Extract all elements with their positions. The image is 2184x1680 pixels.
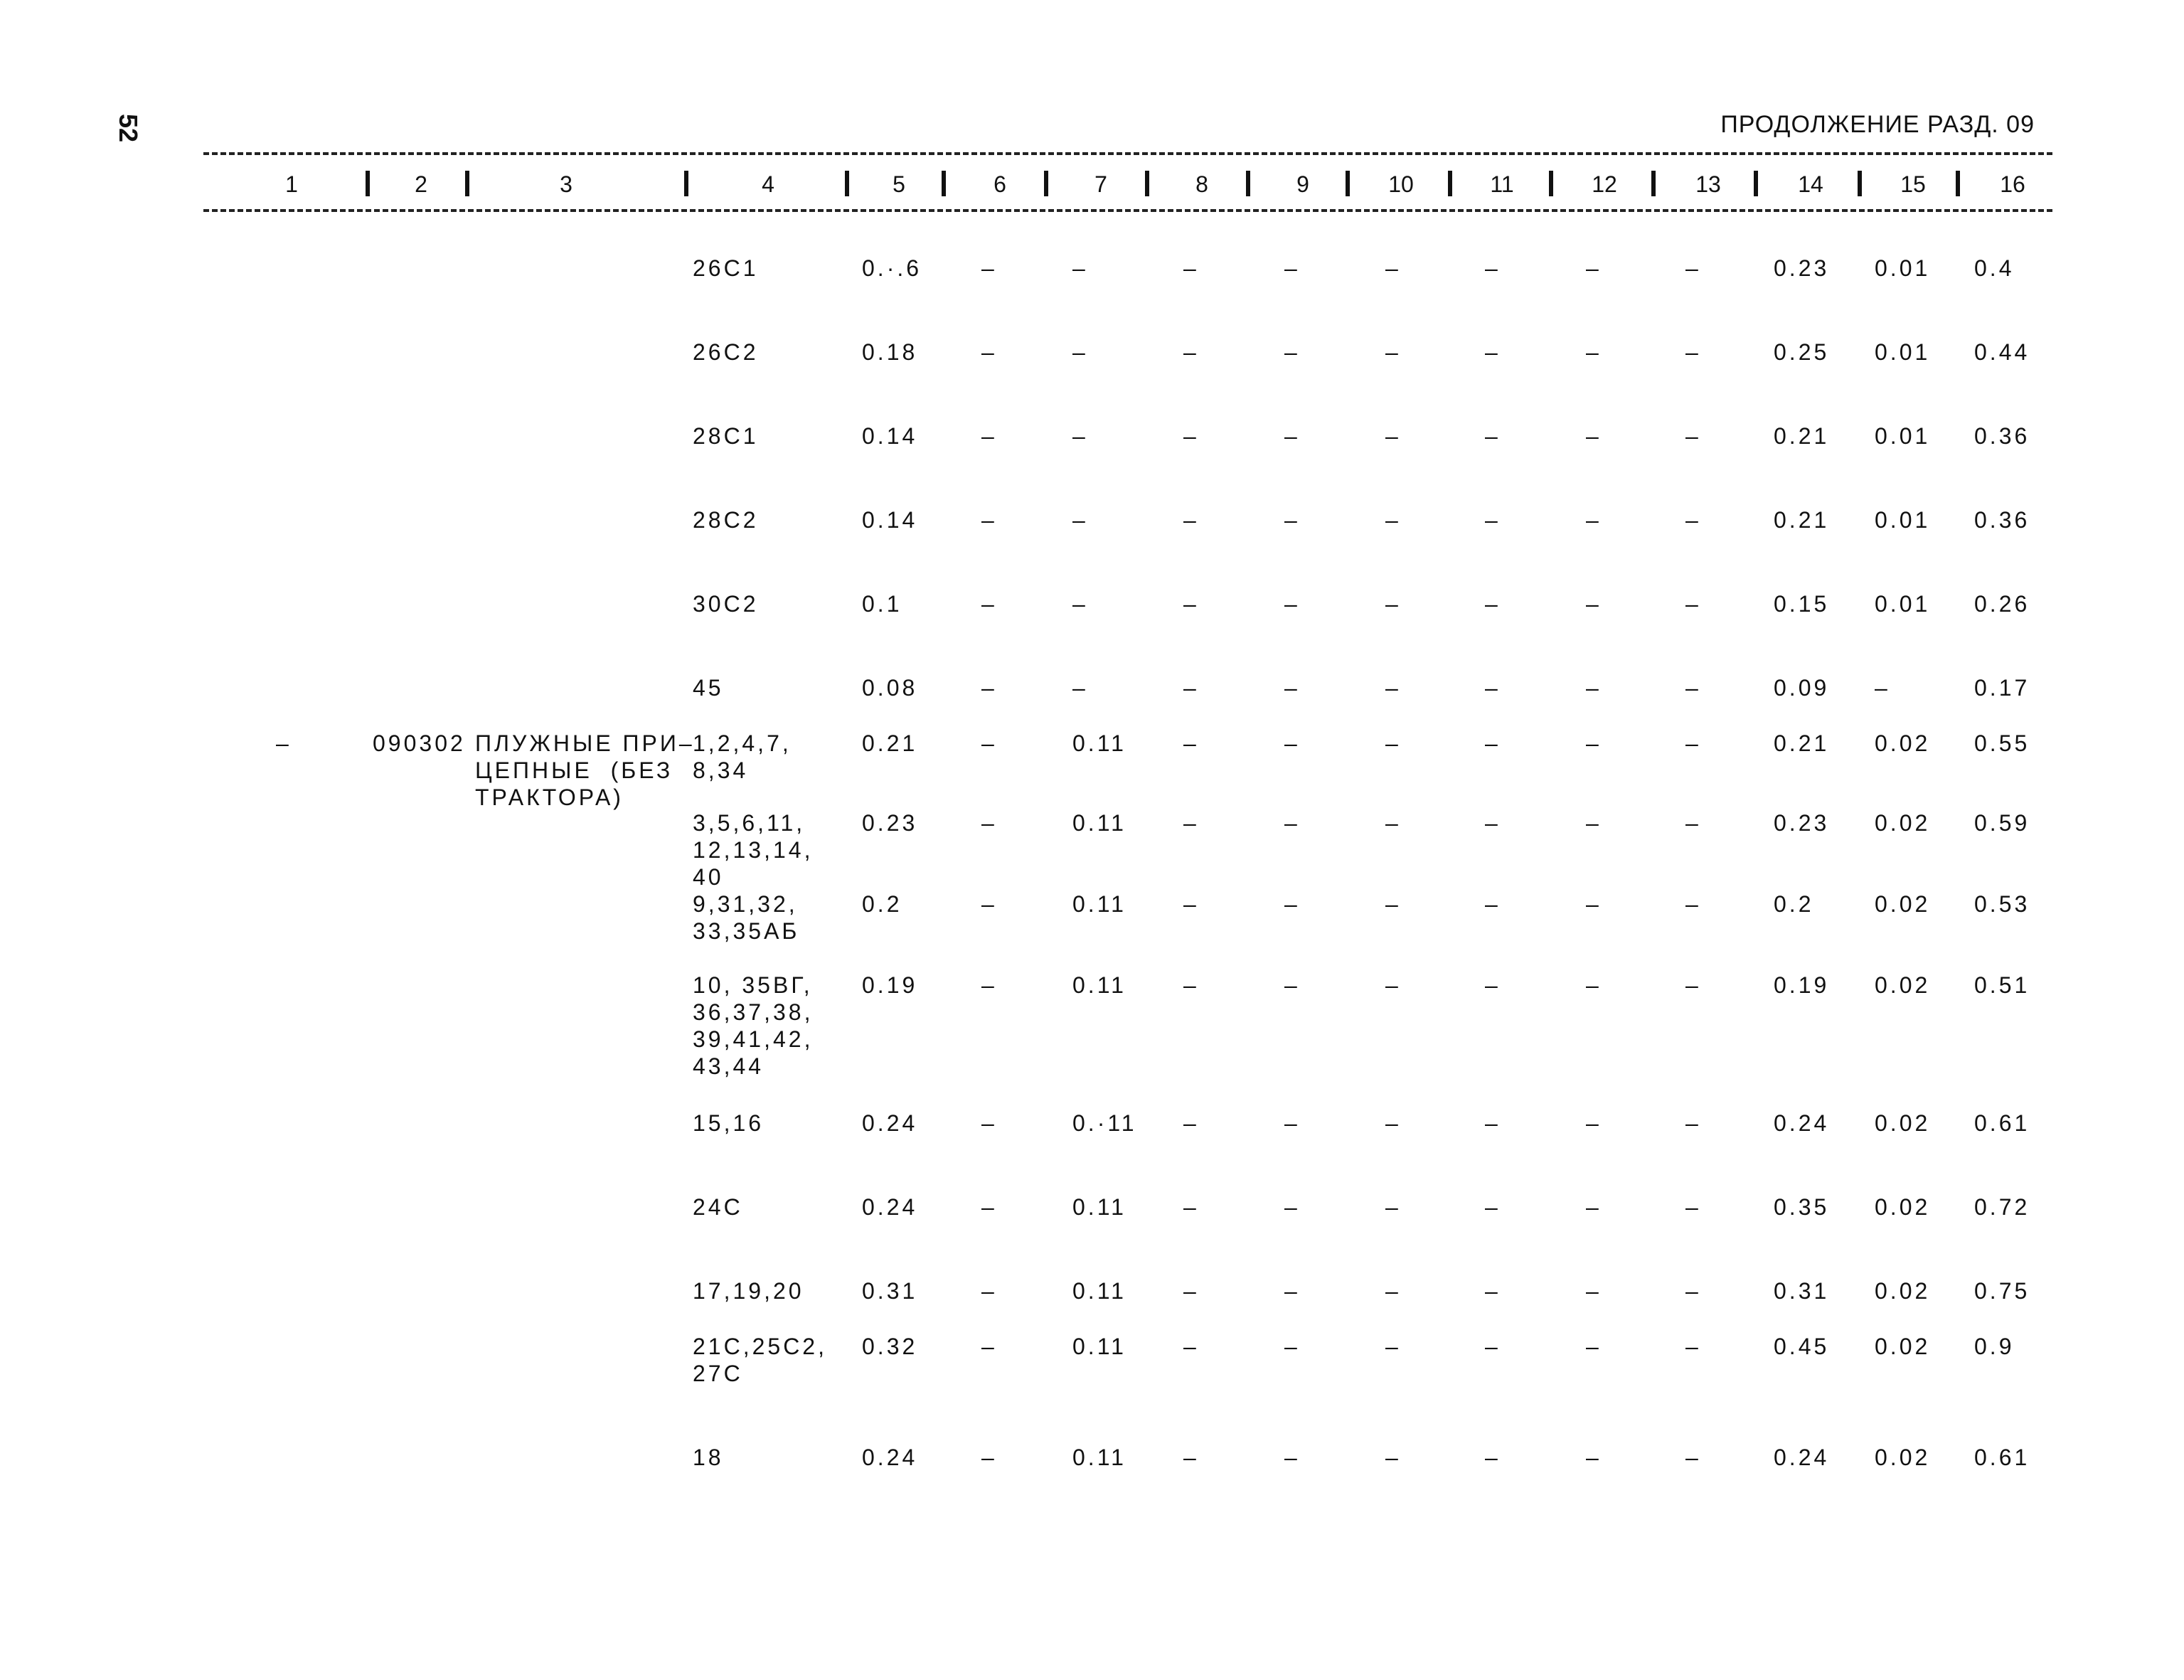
row-3-col12: – — [1586, 423, 1602, 449]
row-12-col10: – — [1385, 1194, 1401, 1220]
row-9-col10: – — [1385, 891, 1401, 917]
row-15-col5: 0.24 — [862, 1445, 918, 1470]
column-header-13: 13 — [1695, 171, 1721, 197]
row-4-col15: 0.01 — [1875, 507, 1931, 533]
row-3-col13: – — [1685, 423, 1701, 449]
row-9-col14: 0.2 — [1774, 891, 1814, 917]
row-15-col12: – — [1586, 1445, 1602, 1470]
row-10-col5: 0.19 — [862, 972, 918, 998]
row-10-col8: – — [1183, 972, 1199, 998]
row-14-col7: 0.11 — [1072, 1334, 1126, 1359]
row-12-col11: – — [1485, 1194, 1501, 1220]
row-12-col9: – — [1284, 1194, 1300, 1220]
column-separator — [1145, 171, 1149, 196]
group-code: 090302 — [373, 730, 466, 756]
row-12-col16: 0.72 — [1974, 1194, 2030, 1220]
row-1-col4: 26С1 — [693, 255, 759, 281]
row-12-col4: 24С — [693, 1194, 743, 1220]
row-15-col13: – — [1685, 1445, 1701, 1470]
row-1-col12: – — [1586, 255, 1602, 281]
column-header-9: 9 — [1296, 171, 1309, 197]
column-header-15: 15 — [1900, 171, 1926, 197]
row-8-col4: 12,13,14, — [693, 837, 814, 863]
row-10-col13: – — [1685, 972, 1701, 998]
row-14-col9: – — [1284, 1334, 1300, 1359]
row-7-col10: – — [1385, 730, 1401, 756]
row-1-col7: – — [1072, 255, 1088, 281]
row-7-col11: – — [1485, 730, 1501, 756]
row-6-col5: 0.08 — [862, 675, 918, 701]
row-2-col12: – — [1586, 339, 1602, 365]
row-13-col7: 0.11 — [1072, 1278, 1126, 1304]
row-9-col7: 0.11 — [1072, 891, 1126, 917]
column-header-8: 8 — [1195, 171, 1208, 197]
row-2-col14: 0.25 — [1774, 339, 1830, 365]
row-4-col14: 0.21 — [1774, 507, 1830, 533]
row-13-col13: – — [1685, 1278, 1701, 1304]
column-header-2: 2 — [415, 171, 427, 197]
row-9-col11: – — [1485, 891, 1501, 917]
row-6-col15: – — [1875, 675, 1890, 701]
row-2-col5: 0.18 — [862, 339, 918, 365]
row-1-col11: – — [1485, 255, 1501, 281]
column-header-1: 1 — [285, 171, 298, 197]
row-6-col10: – — [1385, 675, 1401, 701]
row-7-col6: – — [981, 730, 997, 756]
row-3-col6: – — [981, 423, 997, 449]
header-rule-top — [203, 152, 2052, 155]
row-4-col5: 0.14 — [862, 507, 918, 533]
row-5-col11: – — [1485, 591, 1501, 617]
row-1-col15: 0.01 — [1875, 255, 1931, 281]
row-5-col15: 0.01 — [1875, 591, 1931, 617]
row-4-col7: – — [1072, 507, 1088, 533]
row-10-col4: 36,37,38, — [693, 999, 814, 1025]
row-9-col12: – — [1586, 891, 1602, 917]
column-header-10: 10 — [1388, 171, 1414, 197]
column-separator — [684, 171, 688, 196]
row-8-col6: – — [981, 810, 997, 836]
row-5-col16: 0.26 — [1974, 591, 2030, 617]
section-title: ПРОДОЛЖЕНИЕ РАЗД. 09 — [1720, 111, 2035, 138]
row-8-col7: 0.11 — [1072, 810, 1126, 836]
row-7-col4: 1,2,4,7, — [693, 730, 792, 756]
row-5-col14: 0.15 — [1774, 591, 1830, 617]
row-2-col16: 0.44 — [1974, 339, 2030, 365]
row-11-col4: 15,16 — [693, 1110, 765, 1136]
row-6-col7: – — [1072, 675, 1088, 701]
row-3-col8: – — [1183, 423, 1199, 449]
row-10-col4: 43,44 — [693, 1053, 765, 1079]
row-10-col7: 0.11 — [1072, 972, 1126, 998]
row-3-col10: – — [1385, 423, 1401, 449]
row-10-col10: – — [1385, 972, 1401, 998]
row-6-col9: – — [1284, 675, 1300, 701]
row-8-col8: – — [1183, 810, 1199, 836]
row-2-col13: – — [1685, 339, 1701, 365]
row-2-col10: – — [1385, 339, 1401, 365]
row-8-col13: – — [1685, 810, 1701, 836]
row-14-col4: 27С — [693, 1361, 743, 1386]
row-8-col9: – — [1284, 810, 1300, 836]
row-11-col15: 0.02 — [1875, 1110, 1931, 1136]
row-11-col9: – — [1284, 1110, 1300, 1136]
row-13-col5: 0.31 — [862, 1278, 918, 1304]
row-8-col5: 0.23 — [862, 810, 918, 836]
row-12-col13: – — [1685, 1194, 1701, 1220]
row-13-col15: 0.02 — [1875, 1278, 1931, 1304]
row-15-col16: 0.61 — [1974, 1445, 2030, 1470]
row-11-col16: 0.61 — [1974, 1110, 2030, 1136]
group-name-line: ПЛУЖНЫЕ ПРИ– — [475, 730, 695, 756]
row-9-col13: – — [1685, 891, 1701, 917]
row-8-col4: 40 — [693, 864, 724, 890]
row-1-col10: – — [1385, 255, 1401, 281]
row-14-col4: 21С,25С2, — [693, 1334, 827, 1359]
row-5-col8: – — [1183, 591, 1199, 617]
column-separator — [1549, 171, 1553, 196]
row-9-col15: 0.02 — [1875, 891, 1931, 917]
column-header-7: 7 — [1094, 171, 1107, 197]
row-1-col6: – — [981, 255, 997, 281]
row-13-col6: – — [981, 1278, 997, 1304]
row-14-col15: 0.02 — [1875, 1334, 1931, 1359]
row-7-col7: 0.11 — [1072, 730, 1126, 756]
row-5-col7: – — [1072, 591, 1088, 617]
row-4-col13: – — [1685, 507, 1701, 533]
page-number: 52 — [114, 113, 143, 143]
row-9-col6: – — [981, 891, 997, 917]
column-separator — [1754, 171, 1758, 196]
row-5-col10: – — [1385, 591, 1401, 617]
row-6-col16: 0.17 — [1974, 675, 2030, 701]
row-7-col4: 8,34 — [693, 757, 749, 783]
row-15-col14: 0.24 — [1774, 1445, 1830, 1470]
row-15-col9: – — [1284, 1445, 1300, 1470]
row-4-col12: – — [1586, 507, 1602, 533]
column-separator — [1651, 171, 1656, 196]
row-9-col16: 0.53 — [1974, 891, 2030, 917]
row-14-col14: 0.45 — [1774, 1334, 1830, 1359]
row-11-col14: 0.24 — [1774, 1110, 1830, 1136]
row-10-col15: 0.02 — [1875, 972, 1931, 998]
row-2-col15: 0.01 — [1875, 339, 1931, 365]
row-7-col16: 0.55 — [1974, 730, 2030, 756]
row-12-col8: – — [1183, 1194, 1199, 1220]
row-11-col11: – — [1485, 1110, 1501, 1136]
row-8-col11: – — [1485, 810, 1501, 836]
row-10-col16: 0.51 — [1974, 972, 2030, 998]
row-9-col9: – — [1284, 891, 1300, 917]
row-2-col9: – — [1284, 339, 1300, 365]
row-2-col8: – — [1183, 339, 1199, 365]
row-4-col9: – — [1284, 507, 1300, 533]
column-separator — [465, 171, 469, 196]
row-14-col10: – — [1385, 1334, 1401, 1359]
row-5-col5: 0.1 — [862, 591, 902, 617]
row-11-col7: 0.·11 — [1072, 1110, 1137, 1136]
row-14-col13: – — [1685, 1334, 1701, 1359]
row-5-col13: – — [1685, 591, 1701, 617]
row-5-col9: – — [1284, 591, 1300, 617]
column-header-6: 6 — [994, 171, 1006, 197]
row-10-col12: – — [1586, 972, 1602, 998]
row-4-col10: – — [1385, 507, 1401, 533]
row-8-col4: 3,5,6,11, — [693, 810, 806, 836]
row-2-col4: 26С2 — [693, 339, 759, 365]
row-6-col13: – — [1685, 675, 1701, 701]
column-header-11: 11 — [1490, 171, 1514, 197]
row-12-col12: – — [1586, 1194, 1602, 1220]
row-14-col6: – — [981, 1334, 997, 1359]
row-7-col5: 0.21 — [862, 730, 918, 756]
column-separator — [1448, 171, 1452, 196]
row-8-col10: – — [1385, 810, 1401, 836]
row-12-col14: 0.35 — [1774, 1194, 1830, 1220]
column-separator — [366, 171, 370, 196]
row-6-col11: – — [1485, 675, 1501, 701]
row-14-col11: – — [1485, 1334, 1501, 1359]
row-11-col6: – — [981, 1110, 997, 1136]
column-separator — [1044, 171, 1048, 196]
row-3-col11: – — [1485, 423, 1501, 449]
column-separator — [1246, 171, 1250, 196]
row-9-col4: 9,31,32, — [693, 891, 798, 917]
row-9-col8: – — [1183, 891, 1199, 917]
row-12-col5: 0.24 — [862, 1194, 918, 1220]
row-2-col11: – — [1485, 339, 1501, 365]
row-14-col12: – — [1586, 1334, 1602, 1359]
row-10-col4: 39,41,42, — [693, 1026, 814, 1052]
row-8-col16: 0.59 — [1974, 810, 2030, 836]
row-6-col4: 45 — [693, 675, 724, 701]
group-name-line: ТРАКТОРА) — [475, 785, 624, 810]
row-15-col7: 0.11 — [1072, 1445, 1126, 1470]
row-3-col16: 0.36 — [1974, 423, 2030, 449]
row-7-col9: – — [1284, 730, 1300, 756]
row-15-col15: 0.02 — [1875, 1445, 1931, 1470]
row-5-col12: – — [1586, 591, 1602, 617]
column-header-14: 14 — [1798, 171, 1823, 197]
row-10-col6: – — [981, 972, 997, 998]
row-13-col8: – — [1183, 1278, 1199, 1304]
row-15-col4: 18 — [693, 1445, 724, 1470]
row-13-col10: – — [1385, 1278, 1401, 1304]
row-9-col5: 0.2 — [862, 891, 902, 917]
row-13-col14: 0.31 — [1774, 1278, 1830, 1304]
row-8-col12: – — [1586, 810, 1602, 836]
row-10-col9: – — [1284, 972, 1300, 998]
row-4-col11: – — [1485, 507, 1501, 533]
row-4-col8: – — [1183, 507, 1199, 533]
row-5-col6: – — [981, 591, 997, 617]
column-header-4: 4 — [762, 171, 774, 197]
row-11-col8: – — [1183, 1110, 1199, 1136]
column-separator — [942, 171, 946, 196]
row-7-col12: – — [1586, 730, 1602, 756]
row-1-col13: – — [1685, 255, 1701, 281]
row-10-col14: 0.19 — [1774, 972, 1830, 998]
row-1-col9: – — [1284, 255, 1300, 281]
row-7-col15: 0.02 — [1875, 730, 1931, 756]
row-1-col14: 0.23 — [1774, 255, 1830, 281]
group-name-line: ЦЕПНЫЕ (БЕЗ — [475, 757, 673, 783]
row-6-col6: – — [981, 675, 997, 701]
row-13-col9: – — [1284, 1278, 1300, 1304]
row-4-col4: 28С2 — [693, 507, 759, 533]
row-11-col5: 0.24 — [862, 1110, 918, 1136]
group-col1-dash: – — [276, 730, 292, 756]
row-1-col16: 0.4 — [1974, 255, 2015, 281]
row-3-col14: 0.21 — [1774, 423, 1830, 449]
column-header-12: 12 — [1592, 171, 1617, 197]
row-7-col8: – — [1183, 730, 1199, 756]
row-1-col5: 0.·.6 — [862, 255, 922, 281]
row-7-col13: – — [1685, 730, 1701, 756]
row-10-col11: – — [1485, 972, 1501, 998]
row-13-col4: 17,19,20 — [693, 1278, 804, 1304]
row-3-col9: – — [1284, 423, 1300, 449]
column-header-16: 16 — [2000, 171, 2025, 197]
column-separator — [1346, 171, 1350, 196]
row-4-col6: – — [981, 507, 997, 533]
column-separator — [1858, 171, 1862, 196]
row-6-col14: 0.09 — [1774, 675, 1830, 701]
row-6-col8: – — [1183, 675, 1199, 701]
row-8-col15: 0.02 — [1875, 810, 1931, 836]
row-3-col5: 0.14 — [862, 423, 918, 449]
row-14-col5: 0.32 — [862, 1334, 918, 1359]
row-11-col12: – — [1586, 1110, 1602, 1136]
column-separator — [1956, 171, 1960, 196]
row-12-col6: – — [981, 1194, 997, 1220]
row-8-col14: 0.23 — [1774, 810, 1830, 836]
row-12-col7: 0.11 — [1072, 1194, 1126, 1220]
row-11-col13: – — [1685, 1110, 1701, 1136]
column-separator — [845, 171, 849, 196]
column-header-5: 5 — [893, 171, 905, 197]
row-3-col15: 0.01 — [1875, 423, 1931, 449]
row-15-col10: – — [1385, 1445, 1401, 1470]
row-2-col6: – — [981, 339, 997, 365]
row-12-col15: 0.02 — [1875, 1194, 1931, 1220]
row-11-col10: – — [1385, 1110, 1401, 1136]
row-2-col7: – — [1072, 339, 1088, 365]
row-5-col4: 30С2 — [693, 591, 759, 617]
row-7-col14: 0.21 — [1774, 730, 1830, 756]
row-15-col11: – — [1485, 1445, 1501, 1470]
row-3-col7: – — [1072, 423, 1088, 449]
column-header-3: 3 — [560, 171, 572, 197]
row-13-col12: – — [1586, 1278, 1602, 1304]
row-15-col8: – — [1183, 1445, 1199, 1470]
row-1-col8: – — [1183, 255, 1199, 281]
header-rule-bottom — [203, 209, 2052, 212]
row-13-col11: – — [1485, 1278, 1501, 1304]
row-10-col4: 10, 35ВГ, — [693, 972, 813, 998]
row-14-col16: 0.9 — [1974, 1334, 2015, 1359]
row-6-col12: – — [1586, 675, 1602, 701]
row-13-col16: 0.75 — [1974, 1278, 2030, 1304]
row-4-col16: 0.36 — [1974, 507, 2030, 533]
row-14-col8: – — [1183, 1334, 1199, 1359]
row-3-col4: 28С1 — [693, 423, 759, 449]
row-15-col6: – — [981, 1445, 997, 1470]
row-9-col4: 33,35АБ — [693, 918, 800, 944]
